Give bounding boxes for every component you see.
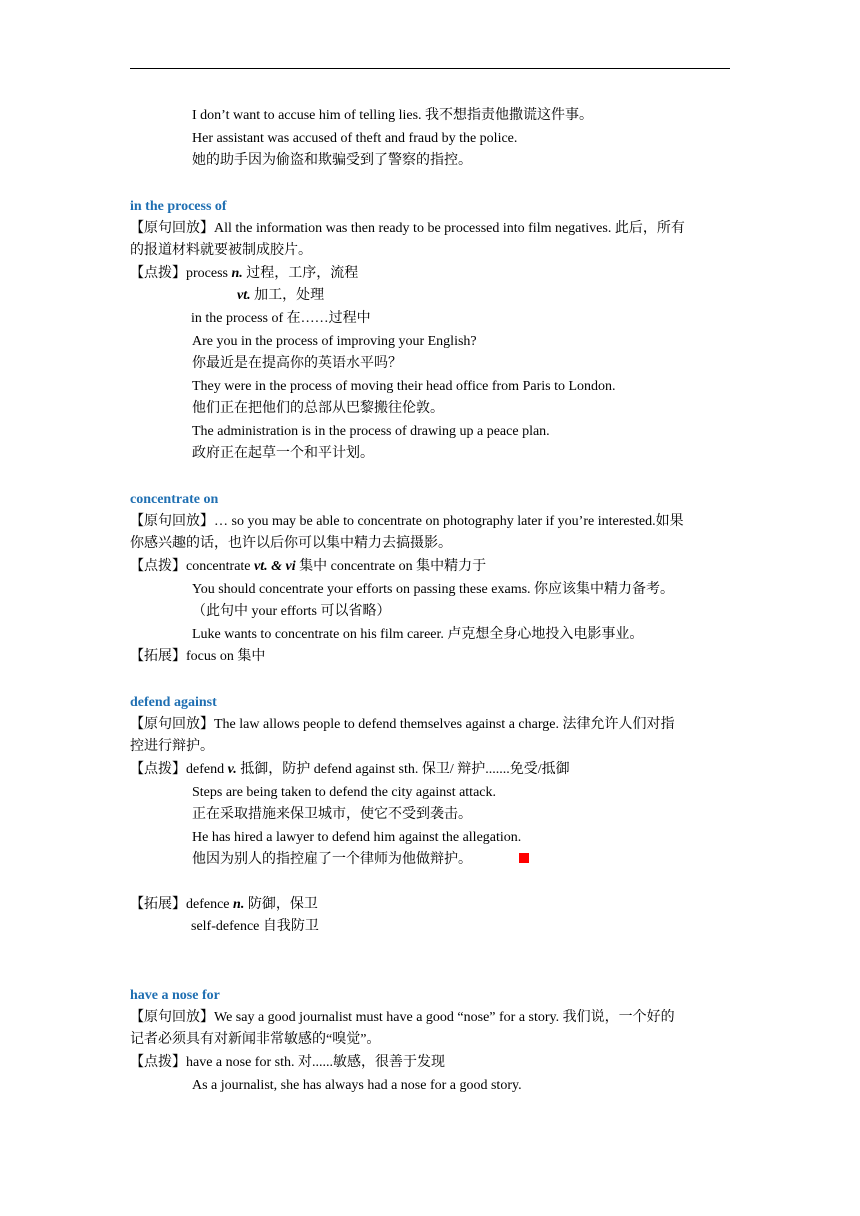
original-sentence-cont: 的报道材料就要被制成胶片。 (130, 243, 312, 258)
original-sentence-cont: 你感兴趣的话，也许以后你可以集中精力去搞摄影。 (130, 536, 452, 551)
example-line: Luke wants to concentrate on his film career. 卢克想全身心地投入电影事业。 (192, 627, 644, 642)
definition: 抵御，防护 defend against sth. 保卫/ 辩护.......免受/抵御 (236, 762, 570, 777)
tip-line: 【点拨】have a nose for sth. 对......敏感，很善于发现 (130, 1055, 445, 1070)
original-sentence: 【原句回放】We say a good journalist must have a good “nose” for a story. 我们说，一个好的 (130, 1010, 675, 1025)
tip-label: 【点拨】defend (130, 762, 228, 777)
example-note: （此句中 your efforts 可以省略） (192, 604, 391, 619)
example-line: Are you in the process of improving your English? (192, 334, 477, 349)
original-sentence: 【原句回放】The law allows people to defend themselves against a charge. 法律允许人们对指 (130, 717, 675, 732)
extension-phrase: self-defence 自我防卫 (191, 919, 319, 934)
example-translation: 她的助手因为偷盗和欺骗受到了警察的指控。 (192, 153, 472, 168)
tip-line (130, 264, 358, 284)
example-line: The administration is in the process of drawing up a peace plan. (192, 424, 550, 439)
part-of-speech: vt. (237, 288, 251, 303)
red-square-marker (519, 853, 529, 863)
definition: 加工，处理 (250, 288, 325, 303)
part-of-speech: n. (231, 266, 243, 281)
tip-label: 【点拨】process (130, 266, 232, 281)
section-heading-nose: have a nose for (130, 988, 220, 1003)
part-of-speech: v. (227, 762, 237, 777)
tip-label: 【点拨】concentrate (130, 559, 255, 574)
header-rule (130, 68, 730, 69)
example-line: You should concentrate your efforts on passing these exams. 你应该集中精力备考。 (192, 582, 675, 597)
original-sentence-cont: 记者必须具有对新闻非常敏感的“嗅觉”。 (130, 1032, 381, 1047)
section-heading-process: in the process of (130, 199, 227, 214)
example-translation: 他因为别人的指控雇了一个律师为他做辩护。 (192, 852, 472, 867)
definition: 防御，保卫 (244, 897, 318, 912)
extension-label: 【拓展】defence (130, 897, 234, 912)
part-of-speech: vt. & vi (254, 559, 296, 574)
example-translation: 政府正在起草一个和平计划。 (192, 446, 374, 461)
phrase-line: in the process of 在……过程中 (191, 311, 371, 326)
definition: 过程，工序，流程 (242, 266, 359, 281)
tip-line (130, 760, 570, 780)
example-line: He has hired a lawyer to defend him against the allegation. (192, 830, 522, 845)
example-line: I don’t want to accuse him of telling lies. 我不想指责他撒谎这件事。 (192, 108, 594, 123)
example-line: As a journalist, she has always had a nose for a good story. (192, 1078, 522, 1093)
original-sentence-cont: 控进行辩护。 (130, 739, 214, 754)
example-line: They were in the process of moving their head office from Paris to London. (192, 379, 616, 394)
original-sentence: 【原句回放】All the information was then ready to be processed into film negatives. 此后，所有 (130, 221, 685, 236)
extension-line: 【拓展】focus on 集中 (130, 649, 266, 664)
definition: 集中 concentrate on 集中精力于 (295, 559, 487, 574)
section-heading-concentrate: concentrate on (130, 492, 219, 507)
tip-line (130, 557, 486, 577)
example-line: Steps are being taken to defend the city against attack. (192, 785, 497, 800)
example-translation: 正在采取措施来保卫城市，使它不受到袭击。 (192, 807, 472, 822)
part-of-speech: n. (233, 897, 245, 912)
example-translation: 你最近是在提高你的英语水平吗？ (192, 356, 402, 371)
example-line: Her assistant was accused of theft and fraud by the police. (192, 131, 518, 146)
section-heading-defend: defend against (130, 695, 217, 710)
tip-line-2 (237, 286, 324, 306)
original-sentence: 【原句回放】… so you may be able to concentrate on photography later if you’re interested.如果 (130, 514, 684, 529)
example-translation: 他们正在把他们的总部从巴黎搬往伦敦。 (192, 401, 444, 416)
extension-line (130, 895, 318, 915)
